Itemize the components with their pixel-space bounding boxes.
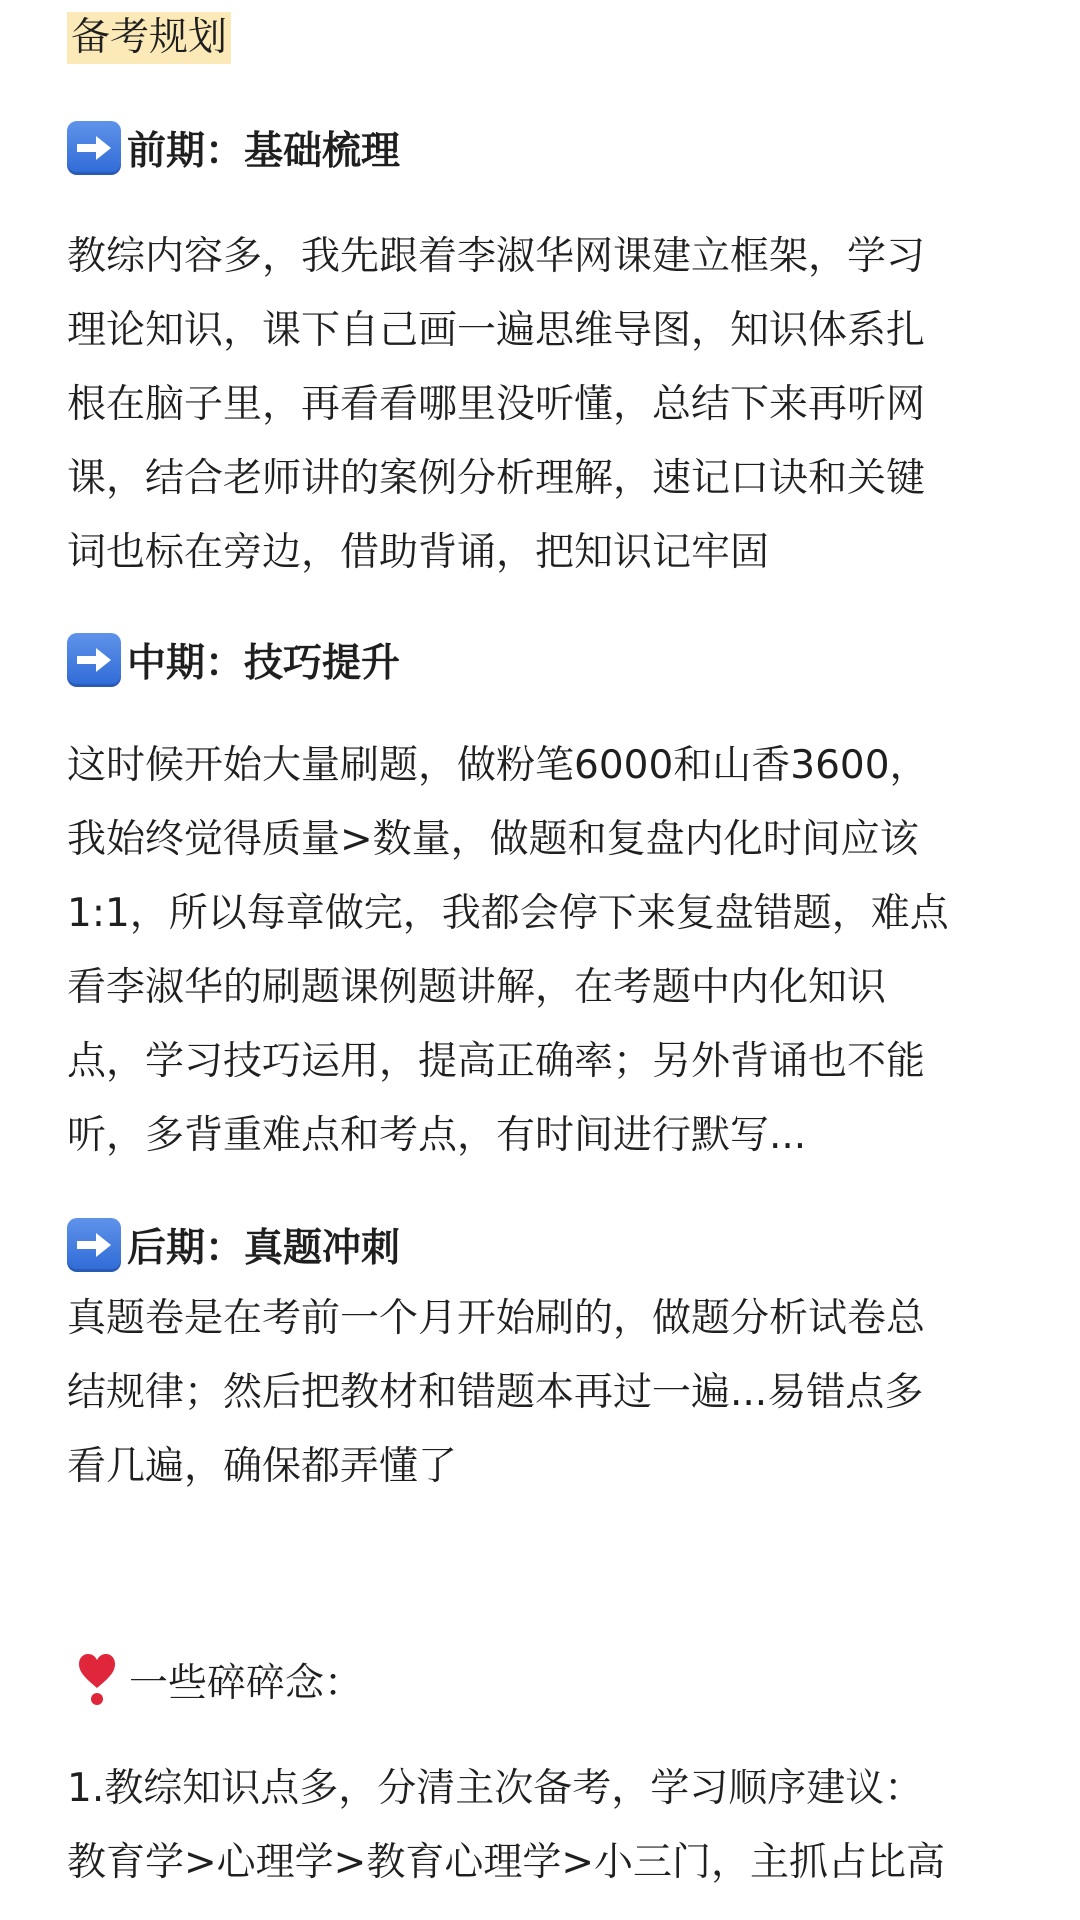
heart-exclamation-icon xyxy=(75,1652,119,1708)
text-line: 看几遍，确保都弄懂了 xyxy=(67,1444,458,1489)
notes-body xyxy=(67,1752,1017,1900)
section-heading-text: 中期：技巧提升 xyxy=(127,641,401,686)
text-line: 根在脑子里，再看看哪里没听懂，总结下来再听网 xyxy=(67,382,926,427)
text-line: 理论知识，课下自己画一遍思维导图，知识体系扎 xyxy=(67,308,926,353)
text-line: 我始终觉得质量>数量，做题和复盘内化时间应该 xyxy=(67,817,919,862)
text-line: 点，学习技巧运用，提高正确率；另外背诵也不能 xyxy=(67,1039,926,1084)
text-line: 1:1，所以每章做完，我都会停下来复盘错题，难点 xyxy=(67,891,949,936)
text-line: 看李淑华的刷题课例题讲解，在考题中内化知识 xyxy=(67,965,887,1010)
text-line: 课，结合老师讲的案例分析理解，速记口诀和关键 xyxy=(67,456,926,501)
text-line: 教综内容多，我先跟着李淑华网课建立框架，学习 xyxy=(67,234,926,279)
section-heading-late xyxy=(67,1217,400,1273)
section-body-early xyxy=(67,220,1017,590)
text-line: 这时候开始大量刷题，做粉笔6000和山香3600， xyxy=(67,743,929,788)
right-arrow-icon xyxy=(67,633,121,687)
section-heading-mid xyxy=(67,632,400,688)
right-arrow-icon xyxy=(67,121,121,175)
notes-heading xyxy=(75,1652,363,1708)
notes-heading-text: 一些碎碎念： xyxy=(129,1661,364,1706)
section-heading-text: 前期：基础梳理 xyxy=(127,129,401,174)
section-body-mid xyxy=(67,729,1017,1173)
section-heading-early xyxy=(67,120,400,176)
section-body-late xyxy=(67,1282,1017,1504)
text-line: 1.教综知识点多，分清主次备考，学习顺序建议： xyxy=(67,1766,924,1811)
right-arrow-icon xyxy=(67,1218,121,1272)
text-line: 听，多背重难点和考点，有时间进行默写... xyxy=(67,1113,807,1158)
page-title: 备考规划 xyxy=(67,12,231,64)
text-line: 结规律；然后把教材和错题本再过一遍...易错点多 xyxy=(67,1370,924,1415)
section-heading-text: 后期：真题冲刺 xyxy=(127,1226,401,1271)
text-line: 教育学>心理学>教育心理学>小三门，主抓占比高 xyxy=(67,1840,946,1885)
text-line: 词也标在旁边，借助背诵，把知识记牢固 xyxy=(67,530,770,575)
text-line: 真题卷是在考前一个月开始刷的，做题分析试卷总 xyxy=(67,1296,926,1341)
